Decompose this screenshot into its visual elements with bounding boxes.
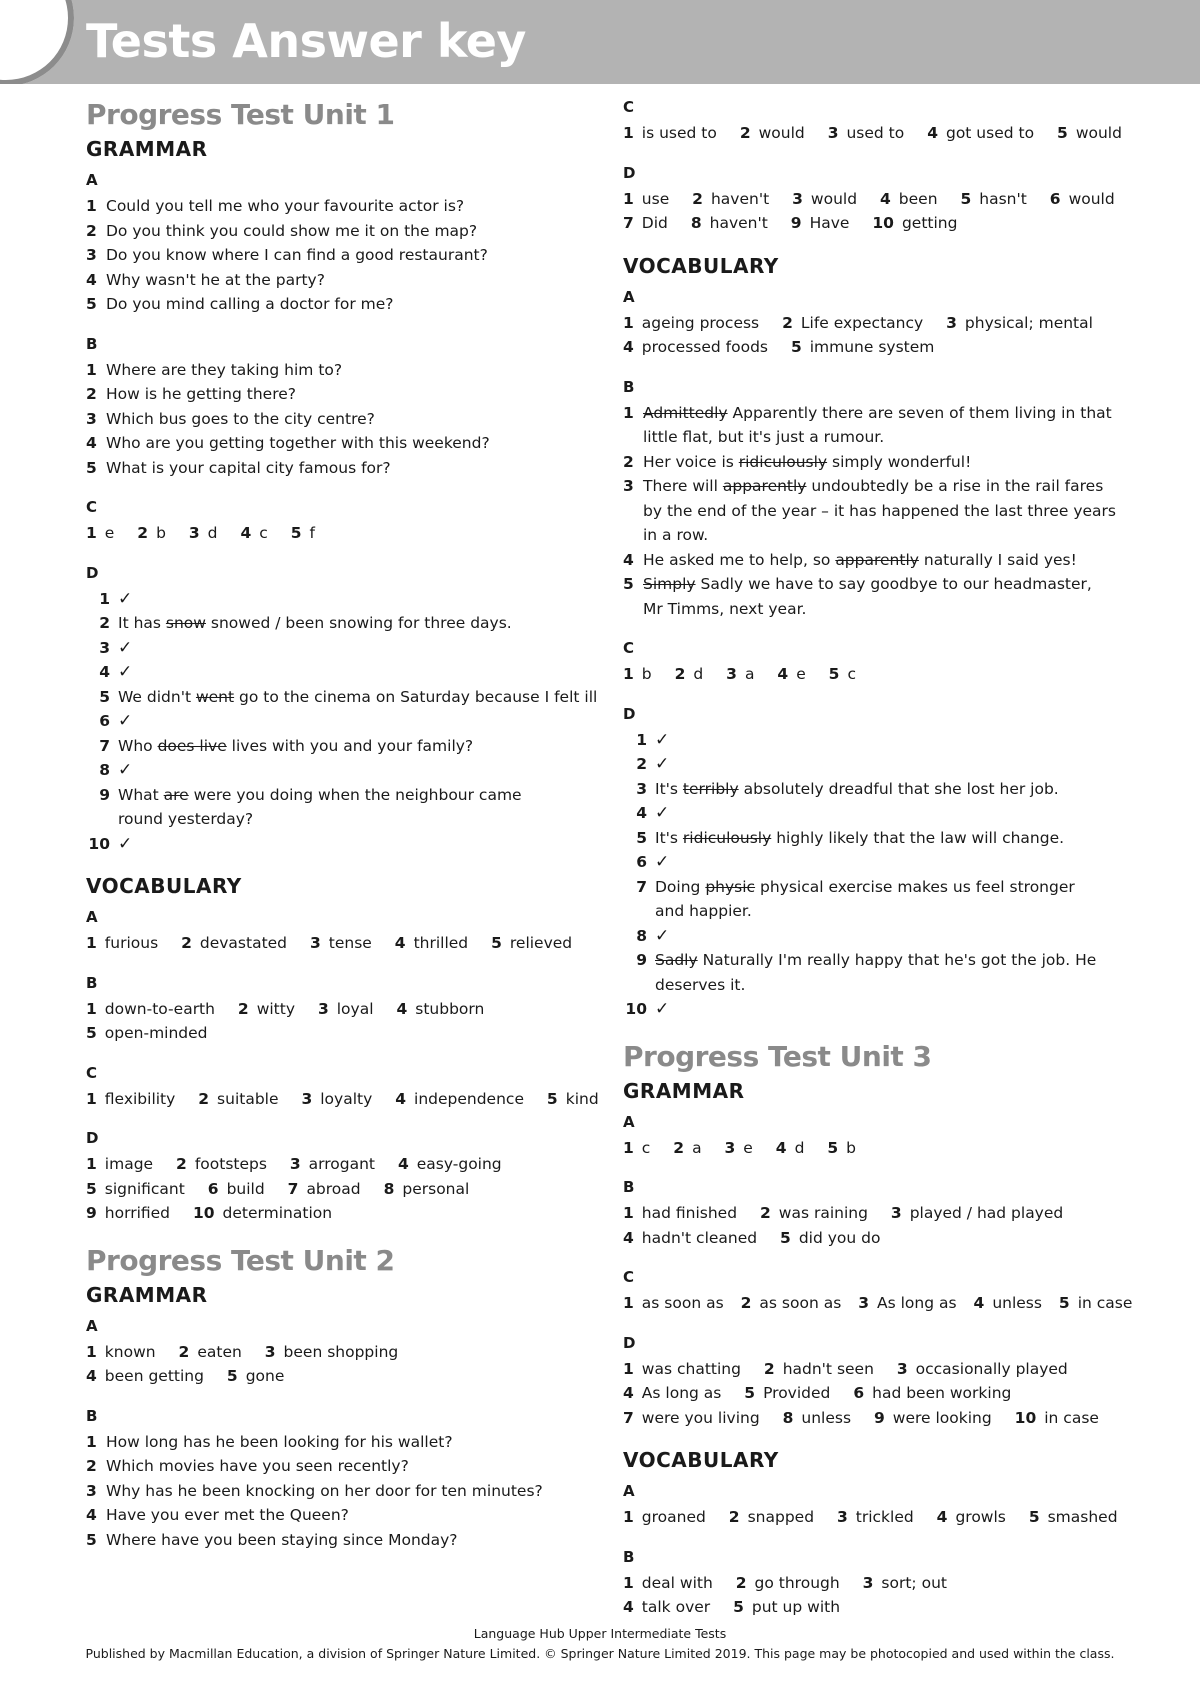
list-item: 3 Which bus goes to the city centre? [86, 409, 375, 428]
header-circle-decoration [0, 0, 74, 84]
list-item: 2 It has snow snowed / been snowing for three days. [99, 614, 512, 632]
list-item: 2 Her voice is ridiculously simply wonderful! [623, 452, 972, 471]
part-letter: B [86, 1406, 98, 1425]
answer-row: 1 b 2 d 3 a 4 e 5 c [623, 665, 856, 683]
answer-row: 1 down-to-earth 2 witty 3 loyal 4 stubborn [86, 999, 485, 1018]
list-item: 3 Why has he been knocking on her door for ten minutes? [86, 1481, 543, 1500]
check-icon: ✓ [655, 999, 670, 1019]
unit-1-grammar-heading: GRAMMAR [86, 137, 208, 161]
part-letter: C [623, 1268, 635, 1286]
part-letter: D [623, 1333, 636, 1352]
list-item: 8 ✓ [86, 758, 586, 783]
list-item: 7 Who does live lives with you and your family? [99, 736, 474, 755]
part-letter: B [86, 334, 98, 353]
u3-grammar-c [623, 1268, 1143, 1316]
list-item: 8 ✓ [623, 924, 1143, 949]
list-item: 5 What is your capital city famous for? [86, 458, 391, 477]
list-item: 5 Do you mind calling a doctor for me? [86, 295, 394, 313]
check-icon: ✓ [655, 729, 670, 750]
u3-grammar-b [623, 1178, 1143, 1250]
u2-vocab-b [623, 378, 1143, 622]
part-letter: A [623, 287, 635, 306]
answer-row: 1 flexibility 2 suitable 3 loyalty 4 independence 5 kind [86, 1089, 599, 1108]
u1-vocab-d [86, 1129, 586, 1226]
list-item: 10 ✓ [623, 997, 1143, 1022]
page-title: Tests Answer key [86, 14, 526, 68]
part-letter: C [86, 1063, 98, 1082]
list-item: 2 Which movies have you seen recently? [86, 1457, 409, 1475]
u3-grammar-a [623, 1113, 1143, 1161]
part-letter: D [86, 563, 99, 582]
answer-row: 4 been getting 5 gone [86, 1367, 285, 1385]
answer-row: 1 is used to 2 would 3 used to 4 got used to 5 would [623, 124, 1122, 142]
list-item: 5 Where have you been staying since Monday? [86, 1530, 458, 1549]
u2-vocab-a [623, 288, 1143, 360]
unit-2-vocabulary-heading: VOCABULARY [623, 253, 779, 278]
list-item: 2 How is he getting there? [86, 385, 296, 403]
part-letter: A [623, 1482, 635, 1500]
answer-row: 1 use 2 haven't 3 would 4 been 5 hasn't 6 would [623, 189, 1115, 208]
answer-row: 1 c 2 a 3 e 4 d 5 b [623, 1138, 856, 1157]
answer-row: 1 groaned 2 snapped 3 trickled 4 growls 5 smashed [623, 1508, 1118, 1526]
list-item: 2 Do you think you could show me it on the map? [86, 221, 478, 240]
answer-row: 7 were you living 8 unless 9 were looking 10 in case [623, 1408, 1099, 1427]
list-item: 6 ✓ [86, 709, 586, 734]
u2-vocab-d [623, 705, 1143, 1022]
u3-vocab-a [623, 1482, 1143, 1530]
u1-grammar-c [86, 498, 586, 546]
list-item: 1 How long has he been looking for his wallet? [86, 1432, 453, 1451]
answer-row: 1 e 2 b 3 d 4 c 5 f [86, 524, 315, 542]
u1-grammar-b [86, 335, 586, 481]
list-item: 4 Have you ever met the Queen? [86, 1506, 349, 1524]
list-item: 4 ✓ [623, 801, 1143, 826]
list-item: 6 ✓ [623, 850, 1143, 875]
part-letter: B [623, 1178, 635, 1196]
part-letter: D [86, 1129, 99, 1147]
u2-grammar-a [86, 1317, 586, 1389]
u2-vocab-c [623, 639, 1143, 687]
answer-row: 1 was chatting 2 hadn't seen 3 occasionally played [623, 1359, 1068, 1378]
list-item: 1 Where are they taking him to? [86, 360, 343, 379]
list-item: 1 Admittedly Apparently there are seven of them living in that little flat, but it's just a rumour. [623, 403, 1112, 446]
part-letter: A [623, 1112, 635, 1131]
right-column [623, 98, 1143, 1638]
footer-book-title: Language Hub Upper Intermediate Tests [473, 1626, 727, 1641]
unit-3-title: Progress Test Unit 3 [623, 1039, 932, 1073]
part-letter: C [623, 98, 635, 116]
unit-3-vocabulary-heading: VOCABULARY [623, 1448, 779, 1472]
u1-vocab-b [86, 974, 586, 1046]
unit-1-title: Progress Test Unit 1 [86, 98, 395, 131]
part-letter: C [623, 639, 635, 657]
answer-row: 1 deal with 2 go through 3 sort; out [623, 1573, 947, 1592]
check-icon: ✓ [655, 754, 670, 774]
list-item: 1 ✓ [86, 587, 586, 612]
u3-grammar-d [623, 1334, 1143, 1431]
answer-row: 7 Did 8 haven't 9 Have 10 getting [623, 214, 958, 232]
answer-row: 1 known 2 eaten 3 been shopping [86, 1342, 399, 1361]
u2-grammar-c [623, 98, 1143, 146]
part-letter: D [623, 704, 636, 723]
u1-vocab-a [86, 908, 586, 956]
list-item: 4 ✓ [86, 660, 586, 685]
u1-grammar-a [86, 171, 586, 317]
part-letter: A [86, 171, 98, 189]
page-header [0, 0, 1200, 84]
unit-2-grammar-heading: GRAMMAR [86, 1282, 208, 1307]
list-item: 4 He asked me to help, so apparently naturally I said yes! [623, 550, 1077, 569]
check-icon: ✓ [118, 588, 133, 609]
answer-row: 4 hadn't cleaned 5 did you do [623, 1228, 881, 1247]
list-item: 3 ✓ [86, 636, 586, 661]
u3-vocab-b [623, 1548, 1143, 1620]
check-icon: ✓ [118, 637, 133, 658]
check-icon: ✓ [118, 760, 133, 780]
list-item: 3 It's terribly absolutely dreadful that she lost her job. [636, 779, 1059, 798]
check-icon: ✓ [118, 711, 133, 731]
list-item: 1 Could you tell me who your favourite actor is? [86, 197, 465, 215]
list-item: 9 What are were you doing when the neighbour came round yesterday? [99, 785, 522, 828]
list-item: 2 ✓ [623, 752, 1143, 777]
part-letter: B [623, 1547, 635, 1566]
answer-row: 4 talk over 5 put up with [623, 1598, 841, 1616]
answer-row: 9 horrified 10 determination [86, 1204, 333, 1222]
answer-row: 1 as soon as 2 as soon as 3 As long as 4 unless 5 in case [623, 1294, 1133, 1312]
u1-grammar-d [86, 563, 598, 857]
u2-grammar-b [86, 1407, 586, 1553]
list-item: 4 Who are you getting together with this weekend? [86, 434, 490, 452]
list-item: 1 ✓ [623, 728, 1143, 753]
part-letter: B [86, 973, 98, 992]
answer-row: 1 had finished 2 was raining 3 played / had played [623, 1204, 1064, 1222]
list-item: 3 Do you know where I can find a good restaurant? [86, 246, 488, 264]
unit-1-vocabulary-heading: VOCABULARY [86, 874, 242, 898]
list-item: 5 It's ridiculously highly likely that the law will change. [636, 828, 1065, 847]
u1-vocab-c [86, 1063, 599, 1112]
part-letter: C [86, 498, 98, 516]
check-icon: ✓ [655, 925, 670, 946]
u2-grammar-d [623, 164, 1143, 236]
unit-3-grammar-heading: GRAMMAR [623, 1078, 745, 1103]
left-column [86, 98, 599, 1570]
list-item: 10 ✓ [86, 832, 586, 857]
check-icon: ✓ [118, 662, 133, 682]
answer-row: 1 furious 2 devastated 3 tense 4 thrilled 5 relieved [86, 934, 573, 952]
check-icon: ✓ [118, 833, 133, 854]
list-item: 7 Doing physic physical exercise makes us feel stronger and happier. [636, 877, 1075, 920]
answer-row: 4 processed foods 5 immune system [623, 338, 935, 356]
check-icon: ✓ [655, 852, 670, 872]
list-item: 3 There will apparently undoubtedly be a rise in the rail fares by the end of the year – it has happened the last three years in a row. [623, 477, 1116, 544]
part-letter: A [86, 1316, 98, 1335]
list-item: 4 Why wasn't he at the party? [86, 270, 325, 289]
unit-2-title: Progress Test Unit 2 [86, 1243, 395, 1277]
list-item: 5 Simply Sadly we have to say goodbye to our headmaster, Mr Timms, next year. [623, 575, 1092, 618]
part-letter: D [623, 163, 636, 182]
answer-row: 5 significant 6 build 7 abroad 8 personal [86, 1179, 470, 1198]
answer-row: 1 ageing process 2 Life expectancy 3 physical; mental [623, 313, 1093, 332]
check-icon: ✓ [655, 803, 670, 823]
answer-row: 5 open-minded [86, 1024, 208, 1042]
part-letter: B [623, 377, 635, 396]
answer-row: 4 As long as 5 Provided 6 had been working [623, 1384, 1012, 1402]
answer-row: 1 image 2 footsteps 3 arrogant 4 easy-going [86, 1155, 502, 1173]
list-item: 9 Sadly Naturally I'm really happy that he's got the job. He deserves it. [636, 951, 1097, 994]
list-item: 5 We didn't went go to the cinema on Saturday because I felt ill [99, 687, 598, 706]
footer-copyright: Published by Macmillan Education, a division of Springer Nature Limited. © Springer Nature Limited 2019. This page may be photocopied and used within the class. [85, 1646, 1115, 1661]
part-letter: A [86, 908, 98, 926]
